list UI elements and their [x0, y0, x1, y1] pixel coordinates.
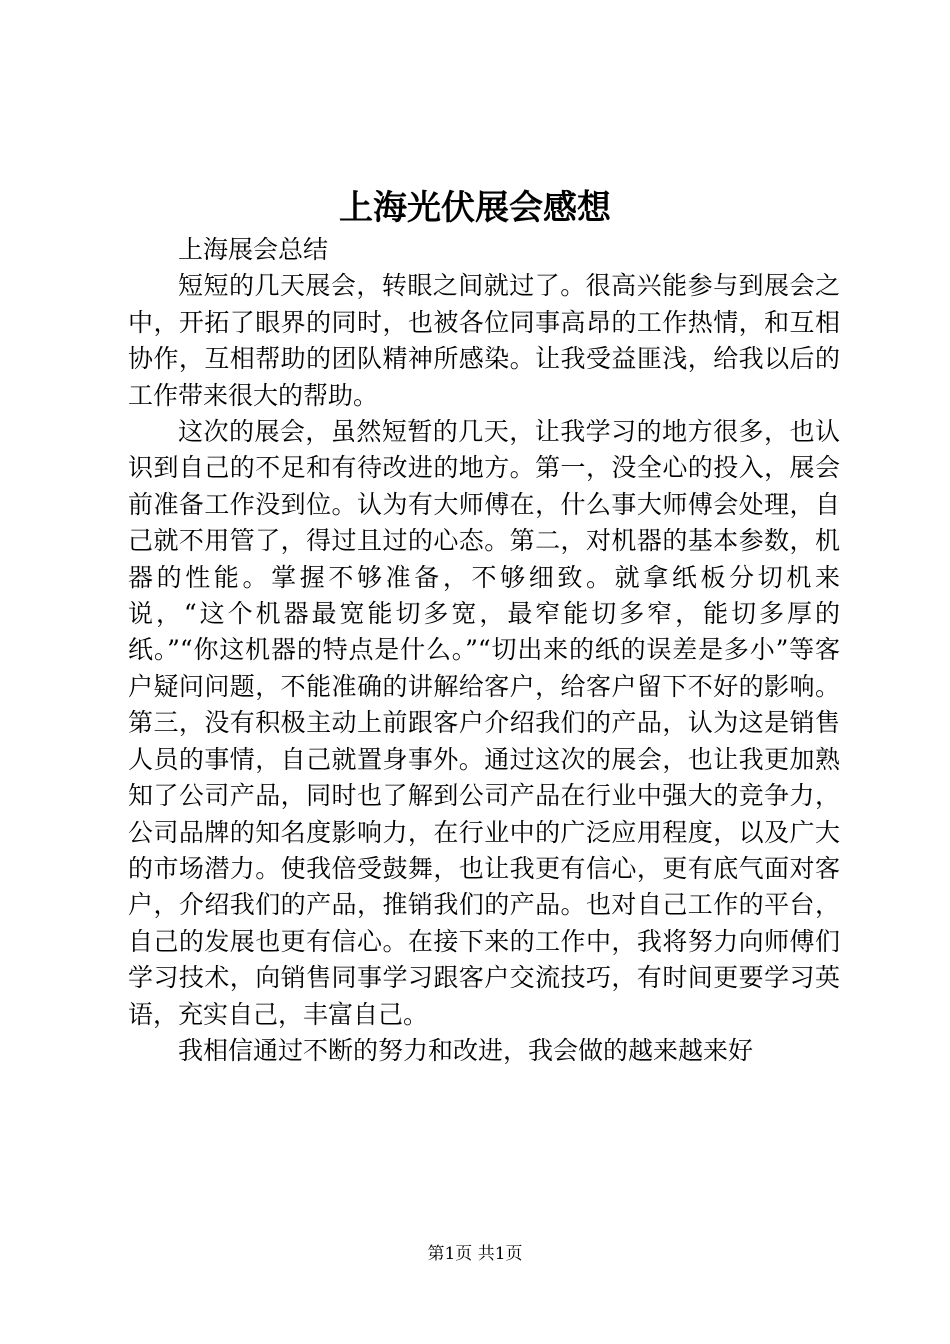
document-body [128, 232, 840, 1069]
page-footer: 第1页 共1页 [427, 1244, 523, 1264]
paragraph-intro: 短短的几天展会，转眼之间就过了。很高兴能参与到展会之中，开拓了眼界的同时，也被各位同事高昂的工作热情，和互相协作，互相帮助的团队精神所感染。让我受益匪浅，给我以后的工作带来很大的帮助。 [128, 271, 840, 410]
paragraph-main: 这次的展会，虽然短暂的几天，让我学习的地方很多，也认识到自己的不足和有待改进的地方。第一，没全心的投入，展会前准备工作没到位。认为有大师傅在，什么事大师傅会处理，自己就不用管了，得过且过的心态。第二，对机器的基本参数，机器的性能。掌握不够准备，不够细致。就拿纸板分切机来说，“这个机器最宽能切多宽，最窄能切多窄，能切多厚的纸。”“你这机器的特点是什么。”“切出来的纸的误差是多小”等客户疑问问题，不能准确的讲解给客户，给客户留下不好的影响。第三，没有积极主动上前跟客户介绍我们的产品，认为这是销售人员的事情，自己就置身事外。通过这次的展会，也让我更加熟知了公司产品，同时也了解到公司产品在行业中强大的竞争力，公司品牌的知名度影响力，在行业中的广泛应用程度，以及广大的市场潜力。使我倍受鼓舞，也让我更有信心，更有底气面对客户，介绍我们的产品，推销我们的产品。也对自己工作的平台，自己的发展也更有信心。在接下来的工作中，我将努力向师傅们学习技术，向销售同事学习跟客户交流技巧，有时间更要学习英语，充实自己，丰富自己。 [128, 417, 840, 1029]
document-title: 上海光伏展会感想 [339, 188, 611, 228]
paragraph-conclusion: 我相信通过不断的努力和改进，我会做的越来越来好 [178, 1035, 754, 1065]
paragraph-subtitle: 上海展会总结 [178, 235, 329, 264]
